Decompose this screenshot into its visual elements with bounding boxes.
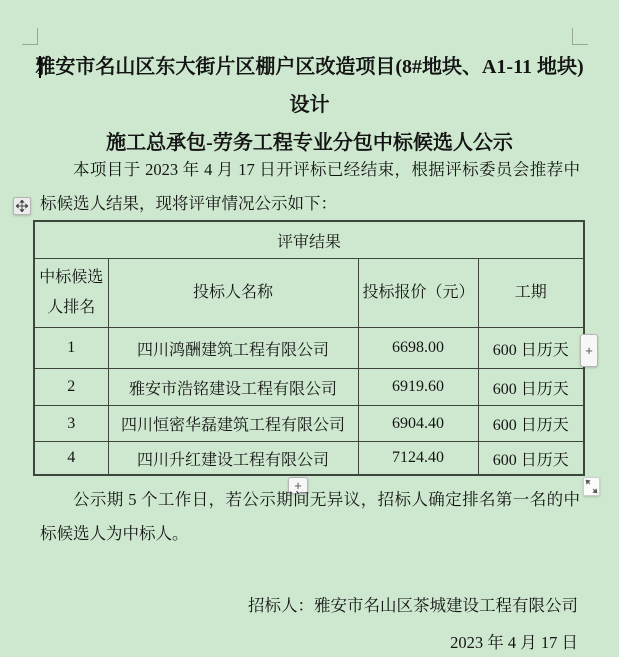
- table-row: [34, 328, 584, 369]
- bid-price-cell: 6904.40: [358, 406, 478, 442]
- resize-diagonal-icon: [585, 479, 598, 494]
- intro-paragraph: 本项目于 2023 年 4 月 17 日开评标已经结束，根据评标委员会推荐中标候选人结果，现将评审情况公示如下：: [40, 160, 580, 213]
- title-line-2: 施工总承包-劳务工程专业分包中标候选人公示: [106, 132, 513, 154]
- plus-icon: +: [585, 343, 593, 358]
- col-header-price: 投标报价（元）: [358, 259, 478, 328]
- plus-icon: +: [294, 478, 302, 493]
- review-results-table: [33, 220, 585, 476]
- table-move-handle[interactable]: [13, 197, 31, 215]
- rank-cell: 3: [34, 406, 108, 442]
- table-row: [34, 442, 584, 476]
- col-header-bidder: 投标人名称: [108, 259, 358, 328]
- rank-cell: 1: [34, 328, 108, 369]
- closing-paragraph: 公示期 5 个工作日，若公示期间无异议，招标人确定排名第一名的中标候选人为中标人。: [40, 490, 580, 543]
- bidder-name-cell: 雅安市浩铭建设工程有限公司: [108, 369, 358, 406]
- table-row: [34, 406, 584, 442]
- page-corner-mark-top-left: [22, 44, 38, 45]
- title-line-1: 雅安市名山区东大街片区棚户区改造项目(8#地块、A1-11 地块) 设计: [35, 56, 584, 116]
- col-header-duration: 工期: [478, 259, 584, 328]
- page-corner-mark-top-right: [572, 28, 573, 44]
- rank-cell: 4: [34, 442, 108, 476]
- bidder-name-cell: 四川恒密华磊建筑工程有限公司: [108, 406, 358, 442]
- bid-price-cell: 6919.60: [358, 369, 478, 406]
- table-row: [34, 369, 584, 406]
- col-header-rank: 中标候选人排名: [34, 259, 108, 328]
- duration-cell: 600 日历天: [478, 406, 584, 442]
- bid-price-cell: 7124.40: [358, 442, 478, 476]
- document-title: [30, 48, 589, 162]
- notice-date: 2023 年 4 月 17 日: [450, 633, 578, 652]
- tenderer-signature: 招标人：雅安市名山区茶城建设工程有限公司: [248, 596, 578, 615]
- bidder-name-cell: 四川升红建设工程有限公司: [108, 442, 358, 476]
- page-corner-mark-top-left: [37, 28, 38, 44]
- duration-cell: 600 日历天: [478, 442, 584, 476]
- duration-cell: 600 日历天: [478, 369, 584, 406]
- bidder-name-cell: 四川鸿酬建筑工程有限公司: [108, 328, 358, 369]
- duration-cell: 600 日历天: [478, 328, 584, 369]
- bid-price-cell: 6698.00: [358, 328, 478, 369]
- table-resize-handle[interactable]: [583, 477, 600, 496]
- insert-column-plus-button[interactable]: [580, 334, 598, 367]
- rank-cell: 2: [34, 369, 108, 406]
- page-corner-mark-top-right: [572, 44, 588, 45]
- move-cross-icon: [16, 200, 28, 212]
- table-caption: 评审结果: [34, 221, 584, 259]
